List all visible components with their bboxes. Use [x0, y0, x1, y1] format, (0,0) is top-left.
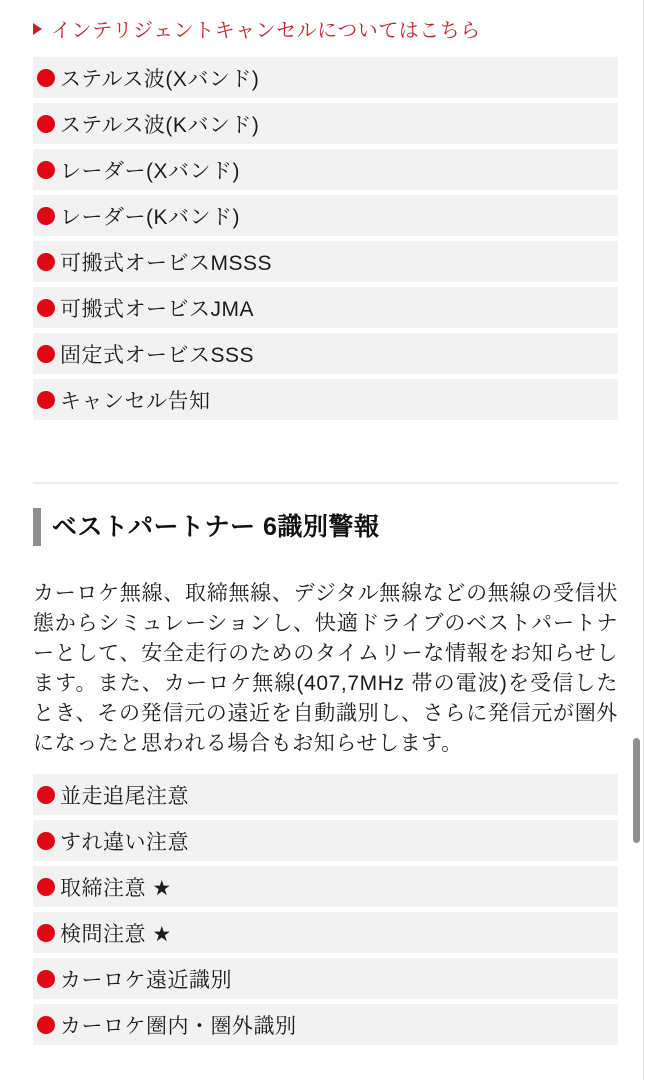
feature-item: [33, 958, 618, 999]
feature-item: [33, 866, 618, 907]
bullet-dot-icon: [37, 253, 55, 271]
feature-item-label: ステルス波(Kバンド): [60, 113, 260, 137]
bullet-dot-icon: [37, 1016, 55, 1034]
feature-item-label: キャンセル告知: [60, 389, 211, 413]
bullet-dot-icon: [37, 161, 55, 179]
feature-item: [33, 774, 618, 815]
feature-item: [33, 912, 618, 953]
page-right-border: [643, 0, 644, 1080]
feature-item: [33, 149, 618, 190]
feature-item-label: 検問注意 ★: [60, 922, 172, 946]
bullet-dot-icon: [37, 115, 55, 133]
feature-item-label: カーロケ遠近識別: [60, 968, 232, 992]
intelligent-cancel-link-label: インテリジェントキャンセルについてはこちら: [51, 20, 481, 42]
bullet-dot-icon: [37, 345, 55, 363]
section-description: カーロケ無線、取締無線、デジタル無線などの無線の受信状態からシミュレーションし、快適ドライブのベストパートナーとして、安全走行のためのタイムリーな情報をお知らせします。また、カーロケ無線(407,7MHz 帯の電波)を受信したとき、その発信元の遠近を自動識別し、さらに発信元が圏外になったと思われる場合もお知らせします。: [33, 582, 618, 755]
arrow-right-icon: [33, 23, 42, 35]
feature-item-label: レーダー(Kバンド): [60, 205, 240, 229]
bullet-dot-icon: [37, 970, 55, 988]
feature-item: [33, 57, 618, 98]
section-heading: ベストパートナー 6識別警報: [33, 508, 618, 546]
bullet-dot-icon: [37, 207, 55, 225]
feature-item: [33, 820, 618, 861]
feature-item-label: 並走追尾注意: [60, 784, 189, 808]
feature-item-label: レーダー(Xバンド): [60, 159, 240, 183]
bullet-dot-icon: [37, 832, 55, 850]
bullet-dot-icon: [37, 69, 55, 87]
bullet-dot-icon: [37, 878, 55, 896]
feature-item: [33, 241, 618, 282]
feature-item-label: 可搬式オービスMSSS: [60, 251, 273, 275]
feature-item-label: ステルス波(Xバンド): [60, 67, 260, 91]
feature-item: [33, 195, 618, 236]
scrollbar-thumb[interactable]: [633, 738, 640, 843]
bullet-dot-icon: [37, 786, 55, 804]
alert-feature-list-primary: [33, 57, 618, 420]
feature-item: [33, 379, 618, 420]
bullet-dot-icon: [37, 924, 55, 942]
section-divider: [33, 482, 618, 484]
feature-item: [33, 333, 618, 374]
feature-item: [33, 103, 618, 144]
feature-item-label: すれ違い注意: [60, 830, 189, 854]
feature-item-label: 取締注意 ★: [60, 876, 172, 900]
alert-feature-list-secondary: [33, 774, 618, 1045]
feature-item-label: 可搬式オービスJMA: [60, 297, 254, 321]
feature-item-label: 固定式オービスSSS: [60, 343, 255, 367]
feature-item-label: カーロケ圏内・圏外識別: [60, 1014, 297, 1038]
bullet-dot-icon: [37, 391, 55, 409]
intelligent-cancel-link[interactable]: [33, 15, 618, 42]
feature-item: [33, 287, 618, 328]
bullet-dot-icon: [37, 299, 55, 317]
feature-item: [33, 1004, 618, 1045]
